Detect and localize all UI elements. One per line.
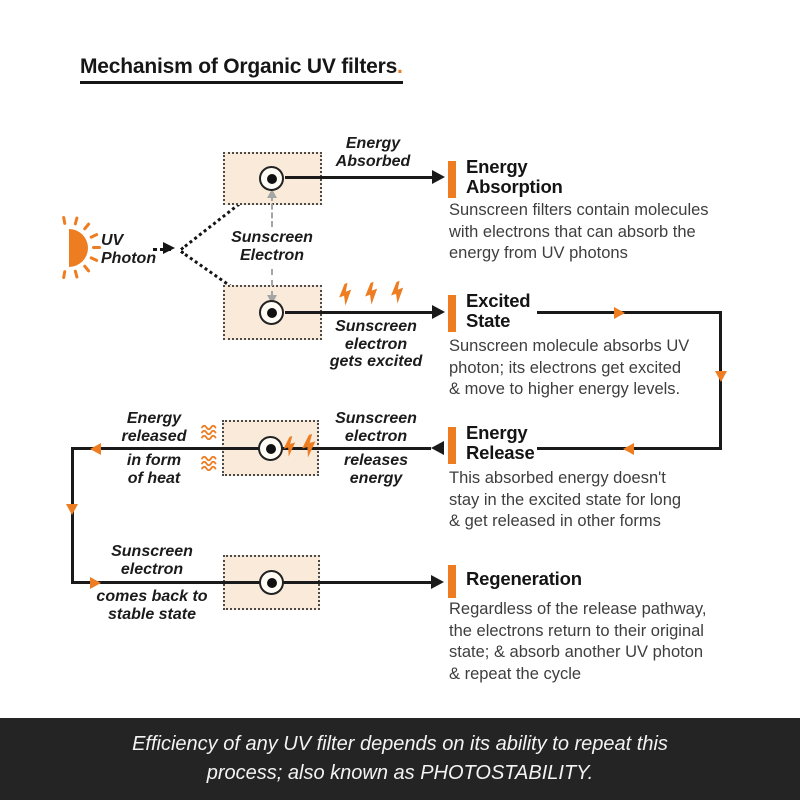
electron-icon-1 [259,166,284,191]
orange-right-arrowhead [614,307,625,319]
orange-down-arrowhead-left [66,504,78,515]
page-title [80,55,403,84]
sun-ray [92,246,101,249]
body-line: state; & absorb another UV photon [449,643,704,661]
releases-energy-label [326,452,426,487]
section-body-energy-absorption [449,200,709,265]
body-line: photon; its electrons get excited [449,358,682,377]
label-line: energy [349,469,403,487]
lightning-bolt-icon [387,280,410,306]
body-line: with electrons that can absorb the [449,222,696,241]
uv-photon-label-line: Photon [101,249,157,267]
sun-ray [83,264,91,273]
orange-down-arrowhead [715,371,727,382]
electron-icon-2 [259,300,284,325]
gets-excited-label [324,318,428,371]
label-line: Sunscreen [231,229,313,246]
sun-ray [74,269,79,278]
page-title-accent-period: . [397,55,403,78]
section-heading-energy-release [466,423,535,462]
footer-banner [0,718,800,800]
heading-line: Release [466,441,535,463]
electron-core [267,308,277,318]
sunscreen-electron-label [222,229,322,264]
photon-arrowhead [163,242,175,254]
section-accent-bar [448,565,456,598]
body-line: Regardless of the release pathway, [449,600,707,618]
label-line: Sunscreen [111,543,193,560]
section-accent-bar [448,427,456,464]
label-line: comes back to [96,588,208,605]
label-line: electron [120,560,184,578]
releasing-electron-label [326,410,426,445]
heading-line: Excited [466,290,531,311]
right-arrowhead-row2 [432,305,445,319]
connector-right-top [537,311,722,314]
body-line: Sunscreen molecule absorbs UV [449,337,690,355]
sun-ray [74,216,79,225]
label-line: Electron [239,246,304,264]
electron-pointer-dash-down [271,269,273,297]
right-arrowhead-row4 [431,575,444,589]
heading-line: State [466,309,511,331]
label-line: Energy [345,135,401,152]
label-line: Sunscreen [335,318,417,335]
flow-line-row4 [71,581,431,584]
label-line: Absorbed [335,152,411,170]
section-body-energy-release [449,468,681,533]
heading-line: Energy [466,156,528,177]
heat-waves-icon [201,424,219,440]
label-line: stable state [107,605,197,623]
heat-waves-icon [201,455,219,471]
label-line: of heat [127,469,181,487]
body-line: & repeat the cycle [449,664,582,683]
body-line: & get released in other forms [449,512,661,530]
section-accent-bar [448,295,456,332]
footer-line: Efficiency of any UV filter depends on its ability to repeat this [132,733,668,755]
connector-left-vertical [71,447,74,584]
lightning-bolt-icon [361,281,384,307]
sun-ray [89,256,98,263]
label-line: Sunscreen [335,410,417,427]
electron-icon-3 [258,436,283,461]
body-line: stay in the excited state for long [449,490,682,509]
body-line: This absorbed energy doesn't [449,469,666,487]
photon-path-horizontal [153,248,171,251]
label-line: electron [344,335,408,353]
flow-line-row3 [71,447,431,450]
section-heading-excited-state [466,291,530,330]
stable-electron-label [97,543,207,578]
section-heading-energy-absorption [466,157,563,196]
section-accent-bar [448,161,456,198]
sun-ray [62,270,67,279]
sun-ray [83,222,91,231]
body-line: & move to higher energy levels. [449,380,681,398]
heading-line: Regeneration [466,568,582,589]
orange-left-arrowhead [623,443,634,455]
sun-ray [62,216,67,225]
energy-released-label [112,410,196,445]
heading-line: Energy [466,422,528,443]
page-title-text: Mechanism of Organic UV filters [80,55,398,78]
in-form-of-heat-label [112,452,196,487]
section-body-excited-state [449,336,689,401]
orange-left-arrowhead-heat [90,443,101,455]
left-arrowhead-row3 [431,441,444,455]
lightning-bolt-icon [335,282,358,308]
sun-half-disc [69,229,88,267]
electron-core [266,444,276,454]
section-heading-regeneration [466,569,582,589]
stable-state-label [92,588,212,623]
electron-pointer-dash-up [271,195,273,227]
electron-core [267,174,277,184]
body-line: Sunscreen filters contain molecules [449,201,709,219]
label-line: in form [126,452,182,469]
label-line: released [121,427,187,445]
label-line: Energy [126,410,182,427]
footer-line: process; also known as PHOTOSTABILITY. [206,762,594,784]
flow-line-row2 [285,311,432,314]
body-line: the electrons return to their original [449,621,704,640]
flow-line-row1 [285,176,432,179]
section-body-regeneration [449,599,706,685]
heading-line: Absorption [466,175,563,197]
sun-ray [89,233,98,240]
energy-absorbed-label [322,135,424,170]
electron-icon-4 [259,570,284,595]
uv-photon-label-line: UV [101,232,124,249]
label-line: gets excited [329,353,423,370]
electron-core [267,578,277,588]
body-line: energy from UV photons [449,244,628,262]
right-arrowhead-row1 [432,170,445,184]
label-line: releases [343,452,409,469]
label-line: electron [344,427,408,445]
